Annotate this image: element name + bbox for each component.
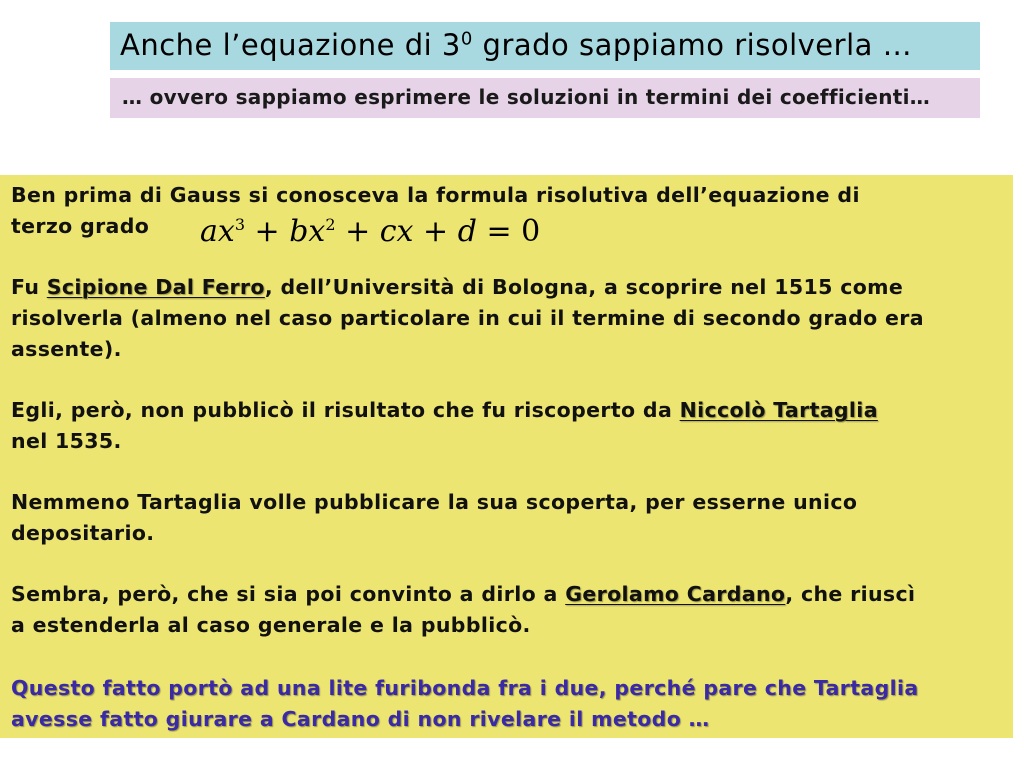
paragraph-5-line-1 bbox=[11, 579, 915, 610]
title-rest: grado sappiamo risolverla … bbox=[472, 28, 913, 62]
formula-equals: = bbox=[476, 214, 522, 249]
name-niccolo-tartaglia: Niccolò Tartaglia bbox=[679, 398, 878, 422]
p2-suffix: , dell’Università di Bologna, a scoprire nel 1515 come bbox=[264, 275, 904, 299]
paragraph-4-line-2: depositario. bbox=[11, 521, 155, 545]
slide-subtitle: … ovvero sappiamo esprimere le soluzioni in termini dei coefficienti… bbox=[122, 85, 931, 109]
formula-plus: + bbox=[245, 214, 290, 249]
slide-title bbox=[120, 28, 912, 62]
paragraph-3-line-2: nel 1535. bbox=[11, 429, 122, 453]
subtitle-banner bbox=[110, 78, 980, 118]
p2-prefix: Fu bbox=[11, 275, 47, 299]
paragraph-1-line-2: terzo grado bbox=[11, 214, 150, 238]
paragraph-2-line-3: assente). bbox=[11, 337, 122, 361]
formula-exp-2: 2 bbox=[325, 215, 336, 234]
title-banner bbox=[110, 22, 980, 70]
name-gerolamo-cardano: Gerolamo Cardano bbox=[565, 582, 786, 606]
paragraph-6-line-1: Questo fatto portò ad una lite furibonda fra i due, perché pare che Tartaglia bbox=[11, 676, 919, 700]
formula-term-a: ax bbox=[200, 214, 235, 249]
formula-zero: 0 bbox=[521, 214, 541, 249]
cubic-equation-formula bbox=[200, 214, 540, 249]
formula-plus: + bbox=[335, 214, 380, 249]
title-superscript: 0 bbox=[460, 28, 473, 50]
formula-term-d: d bbox=[457, 214, 477, 249]
paragraph-5-line-2: a estenderla al caso generale e la pubblicò. bbox=[11, 613, 531, 637]
formula-term-c: cx bbox=[379, 214, 414, 249]
p5-prefix: Sembra, però, che si sia poi convinto a dirlo a bbox=[11, 582, 566, 606]
paragraph-4-line-1: Nemmeno Tartaglia volle pubblicare la sua scoperta, per esserne unico bbox=[11, 490, 858, 514]
formula-plus: + bbox=[413, 214, 458, 249]
content-panel bbox=[0, 175, 1013, 738]
p5-suffix: , che riuscì bbox=[785, 582, 916, 606]
formula-exp-3: 3 bbox=[234, 215, 245, 234]
paragraph-2-line-1 bbox=[11, 272, 903, 303]
paragraph-2-line-2: risolverla (almeno nel caso particolare in cui il termine di secondo grado era bbox=[11, 306, 924, 330]
title-main: Anche l’equazione di 3 bbox=[120, 28, 461, 62]
paragraph-1-line-1: Ben prima di Gauss si conosceva la formula risolutiva dell’equazione di bbox=[11, 183, 860, 207]
paragraph-6-line-2: avesse fatto giurare a Cardano di non rivelare il metodo … bbox=[11, 707, 710, 731]
formula-term-b: bx bbox=[289, 214, 326, 249]
p3-prefix: Egli, però, non pubblicò il risultato che fu riscoperto da bbox=[11, 398, 680, 422]
name-scipione-dal-ferro: Scipione Dal Ferro bbox=[46, 275, 265, 299]
paragraph-3-line-1 bbox=[11, 395, 878, 426]
